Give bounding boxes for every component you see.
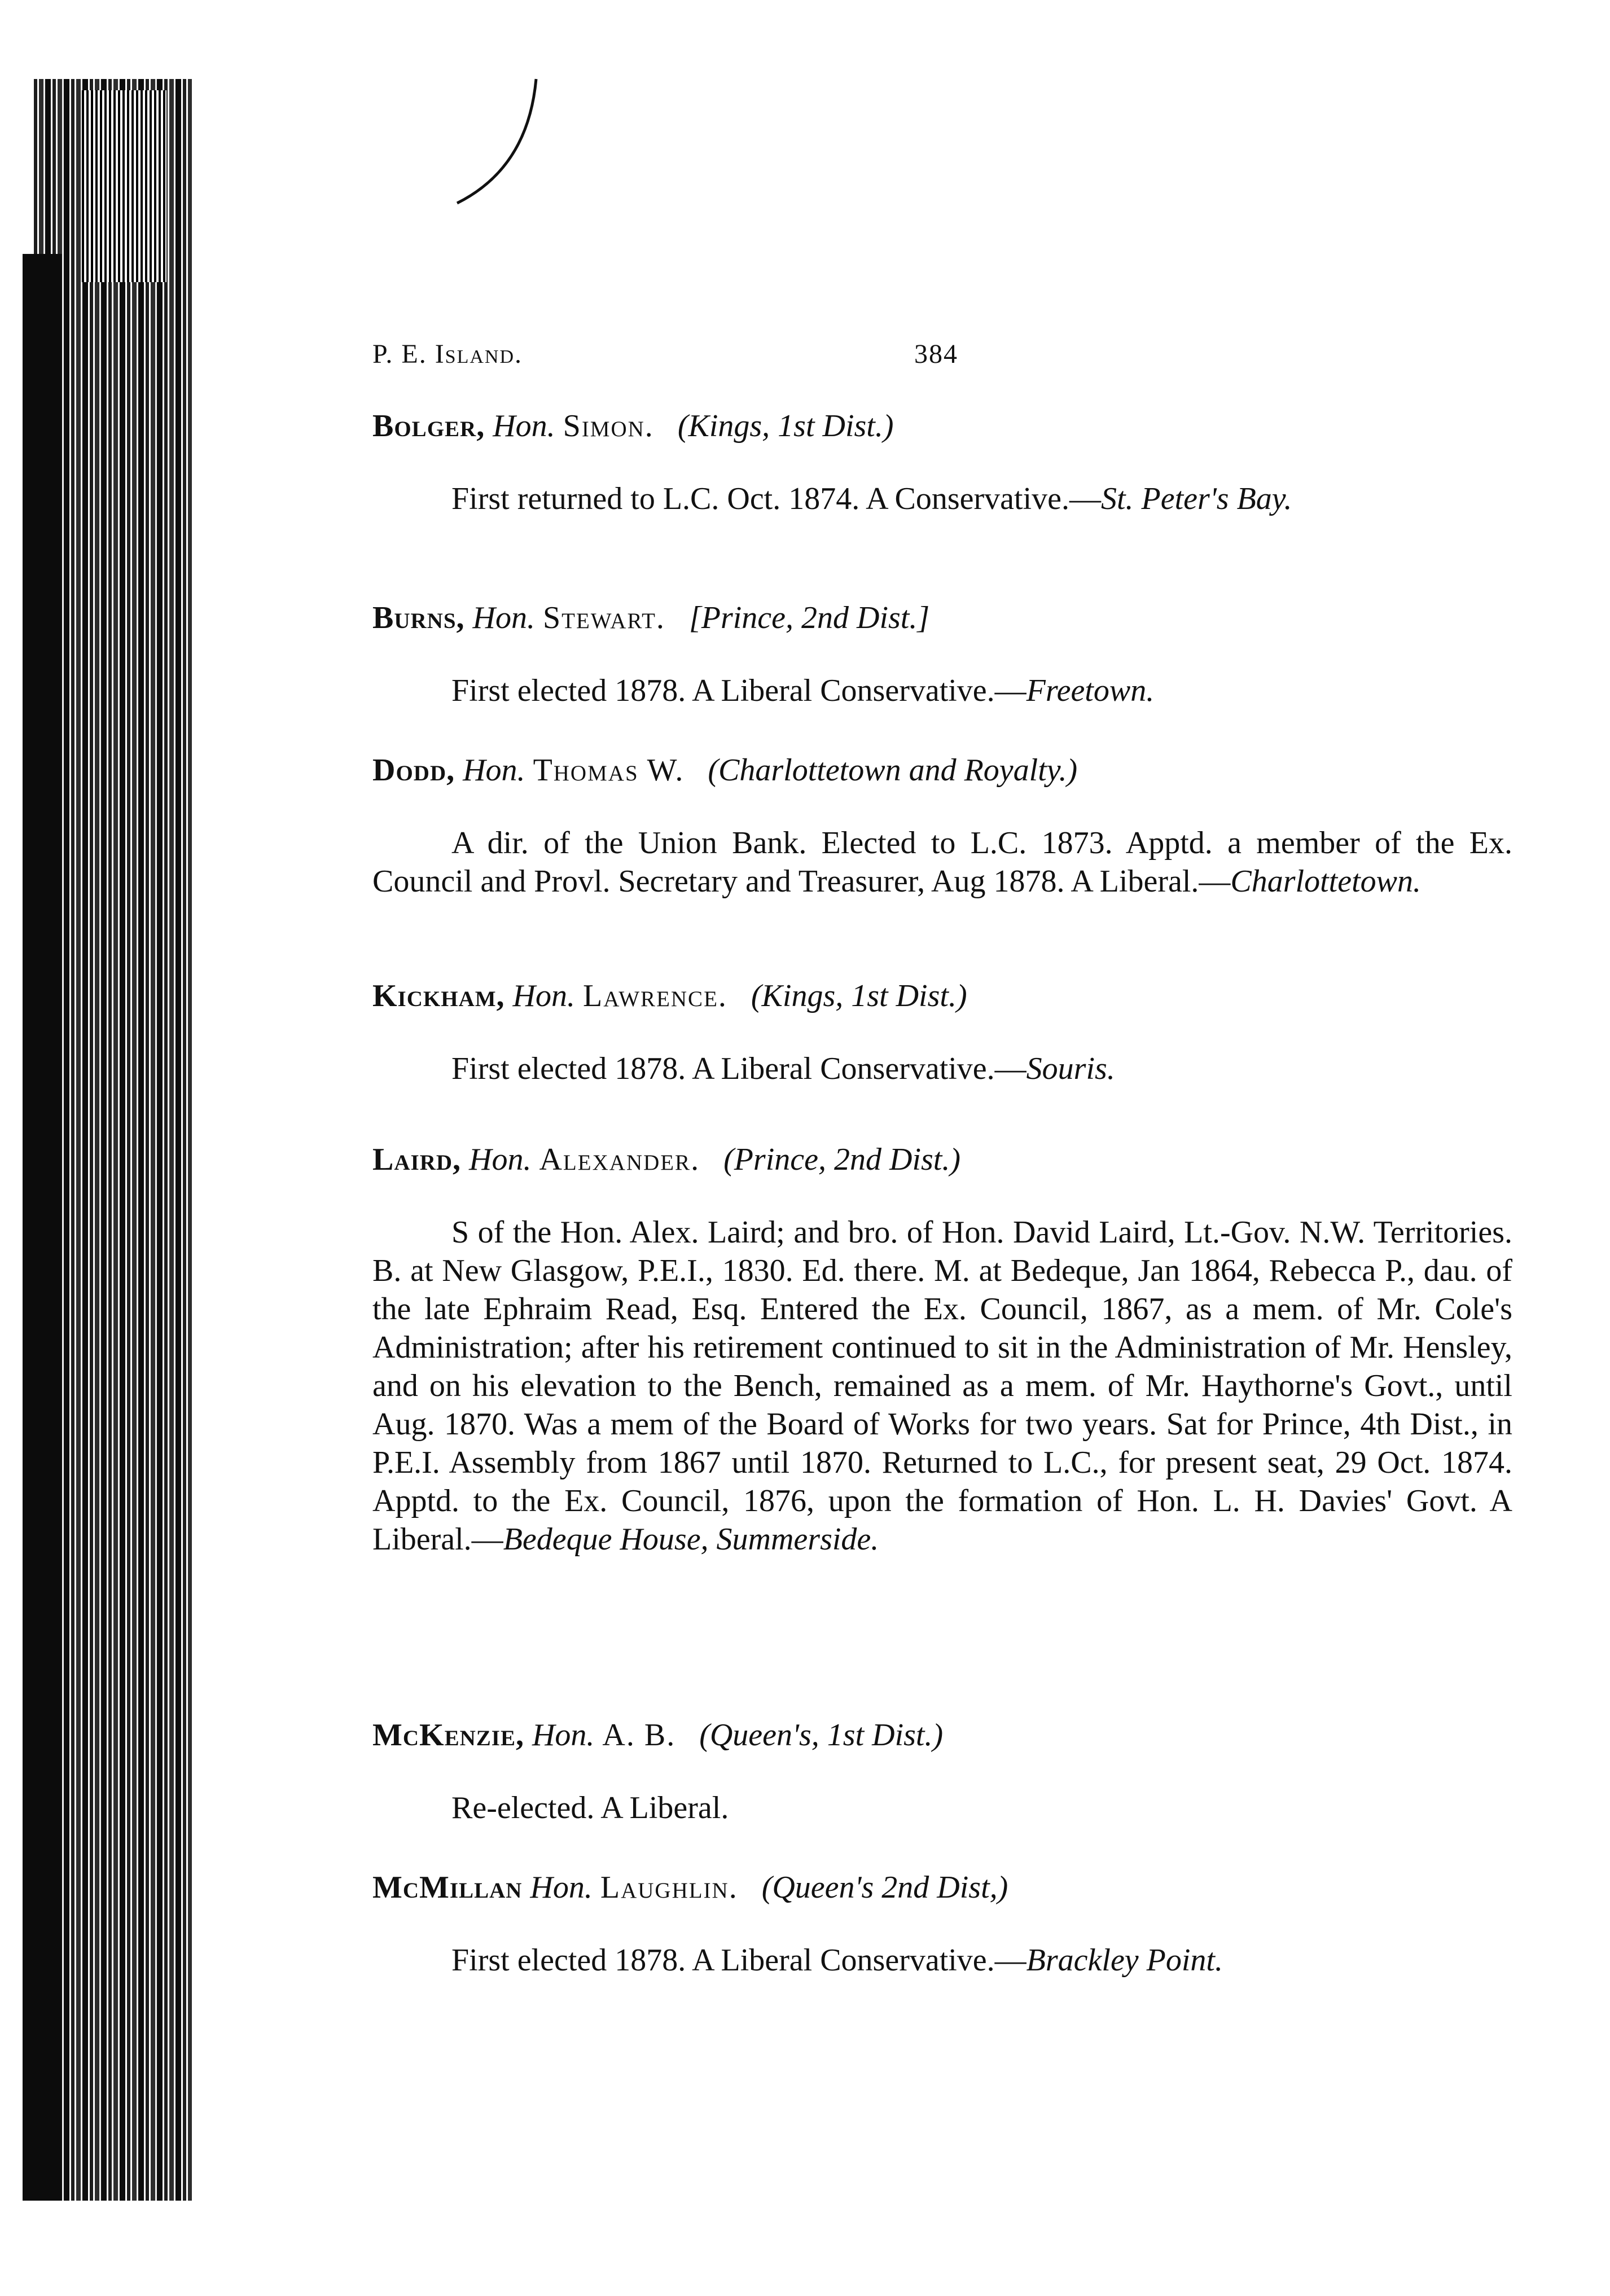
entry-heading [372, 406, 1512, 446]
entry-text: A dir. of the Union Bank. Elected to L.C. 1873. Apptd. a member of the Ex. Council and Provl. Secretary and Treasurer, Aug 1878. A Liberal.— [372, 826, 1512, 899]
entry-residence: Souris. [1026, 1051, 1115, 1086]
entry-honorific: Hon. [530, 1870, 593, 1905]
entry-given-name: Thomas W. [533, 753, 685, 788]
book-gutter-highlight [82, 90, 166, 282]
entry-body [372, 671, 1512, 710]
entry-body [372, 1213, 1512, 1559]
entry-heading [372, 598, 1512, 638]
entry-given-name: Stewart. [543, 600, 665, 635]
entry-text: First elected 1878. A Liberal Conservative.— [451, 1051, 1026, 1086]
running-head [372, 339, 1529, 384]
entry-residence: Freetown. [1026, 673, 1155, 708]
entry-district: (Kings, 1st Dist.) [677, 409, 894, 444]
entry-honorific: Hon. [493, 409, 555, 444]
entry-surname: Laird, [372, 1142, 462, 1177]
entry-honorific: Hon. [472, 600, 535, 635]
entry-heading [372, 1140, 1512, 1179]
pen-stroke-mark [451, 73, 564, 209]
entry-kickham [372, 976, 1512, 1088]
entry-body [372, 824, 1512, 901]
entry-district: (Kings, 1st Dist.) [751, 978, 967, 1013]
entry-text: Re-elected. A Liberal. [451, 1790, 729, 1825]
entry-honorific: Hon. [532, 1718, 595, 1753]
entry-text: First elected 1878. A Liberal Conservative.— [451, 673, 1026, 708]
entry-mcmillan [372, 1868, 1512, 1979]
entry-honorific: Hon. [512, 978, 575, 1013]
entry-laird [372, 1140, 1512, 1559]
entry-heading [372, 976, 1512, 1016]
running-head-section: P. E. Island. [372, 339, 523, 369]
entry-heading [372, 1868, 1512, 1907]
entry-burns [372, 598, 1512, 710]
entry-surname: McMillan [372, 1870, 523, 1905]
entry-honorific: Hon. [463, 753, 525, 788]
entry-surname: Dodd, [372, 753, 455, 788]
entry-text: First elected 1878. A Liberal Conservative.— [451, 1943, 1026, 1978]
entry-given-name: Lawrence. [583, 978, 727, 1013]
entry-heading [372, 1715, 1512, 1755]
page-number: 384 [914, 339, 958, 369]
entry-body [372, 480, 1512, 518]
entry-bolger [372, 406, 1512, 518]
entry-residence: Bedeque House, Summerside. [503, 1522, 879, 1557]
entry-heading [372, 750, 1512, 790]
entry-given-name: A. B. [602, 1718, 676, 1753]
entry-given-name: Alexander. [539, 1142, 700, 1177]
entry-dodd [372, 750, 1512, 901]
entry-residence: Charlottetown. [1230, 864, 1421, 899]
entry-body [372, 1941, 1512, 1979]
entry-text: S of the Hon. Alex. Laird; and bro. of Hon. David Laird, Lt.-Gov. N.W. Territories. B. at New Glasgow, P.E.I., 1830. Ed. there. M. at Bedeque, Jan 1864, Rebecca P., dau. of the late Ephraim Read, Esq. Entered the Ex. Council, 1867, as a mem. of Mr. Cole's Administration; after his retirement continued to sit in the Administration of Mr. Hensley, and on his elevation to the Bench, remained as a mem. of Mr. Haythorne's Govt., until Aug. 1870. Was a mem of the Board of Works for two years. Sat for Prince, 4th Dist., in P.E.I. Assembly from 1867 until 1870. Returned to L.C., for present seat, 29 Oct. 1874. Apptd. to the Ex. Council, 1876, upon the formation of Hon. L. H. Davies' Govt. A Liberal.— [372, 1215, 1512, 1557]
entry-district: [Prince, 2nd Dist.] [688, 600, 930, 635]
entry-district: (Charlottetown and Royalty.) [708, 753, 1078, 788]
entry-mckenzie [372, 1715, 1512, 1827]
entry-surname: McKenzie, [372, 1718, 524, 1753]
entry-surname: Bolger, [372, 409, 485, 444]
entry-text: First returned to L.C. Oct. 1874. A Conservative.— [451, 481, 1101, 516]
entry-surname: Kickham, [372, 978, 505, 1013]
entry-given-name: Laughlin. [600, 1870, 738, 1905]
entry-honorific: Hon. [469, 1142, 532, 1177]
entry-district: (Queen's 2nd Dist,) [761, 1870, 1008, 1905]
entry-body [372, 1789, 1512, 1827]
entry-district: (Queen's, 1st Dist.) [699, 1718, 944, 1753]
entry-surname: Burns, [372, 600, 465, 635]
entry-given-name: Simon. [563, 409, 654, 444]
entry-body [372, 1050, 1512, 1088]
entry-residence: Brackley Point. [1026, 1943, 1223, 1978]
book-gutter-edge [23, 254, 62, 2201]
entry-district: (Prince, 2nd Dist.) [723, 1142, 960, 1177]
entry-residence: St. Peter's Bay. [1100, 481, 1292, 516]
